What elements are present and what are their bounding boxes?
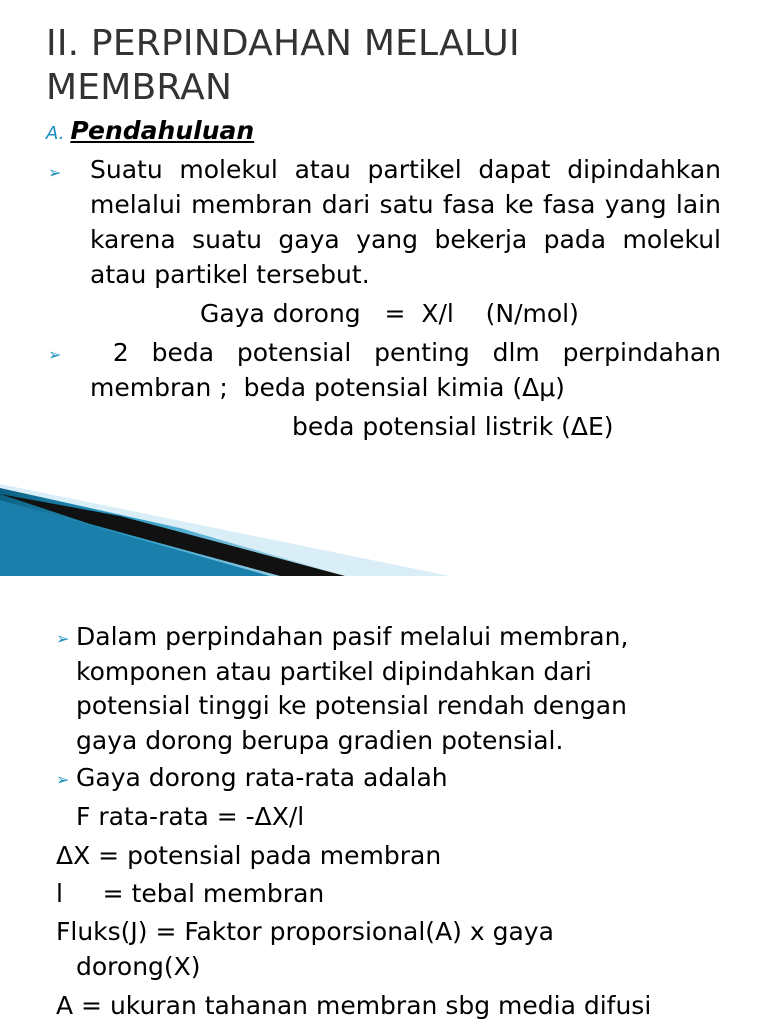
bullet-2-line-3: beda potensial listrik (ΔE) [292, 412, 614, 441]
formula-line: Gaya dorong = X/l (N/mol) [200, 299, 579, 328]
decorative-wave [0, 476, 768, 576]
slide-2 [0, 576, 768, 1024]
slide-2-line-8: l = tebal membran [56, 879, 325, 908]
slide-2-line-9: Fluks(J) = Faktor proporsional(A) x gaya [56, 917, 554, 946]
slide-2-line-11: A = ukuran tahanan membran sbg media difusi [56, 991, 652, 1020]
slide-2-line-6: F rata-rata = -ΔX/l [76, 802, 305, 831]
slide-2-line-1: Dalam perpindahan pasif melalui membran, [76, 622, 629, 651]
slide-2-line-5: Gaya dorong rata-rata adalah [76, 763, 448, 792]
bullet-2-line-2: membran ; beda potensial kimia (Δμ) [90, 373, 565, 402]
bullet-arrow-icon: ➢ [56, 770, 70, 789]
bullet-1-text: Suatu molekul atau partikel dapat dipindahkan melalui membran dari satu fasa ke fasa yang lain karena suatu gaya yang bekerja pada molekul atau partikel tersebut. [90, 155, 721, 289]
bullet-arrow-icon: ➢ [48, 163, 62, 182]
section-heading [46, 114, 254, 151]
slide-2-line-4: gaya dorong berupa gradien potensial. [76, 726, 564, 755]
bullet-arrow-icon: ➢ [48, 345, 62, 364]
slide-2-line-2: komponen atau partikel dipindahkan dari [76, 657, 592, 686]
section-letter: A. [46, 123, 65, 144]
slide-2-line-7: ΔX = potensial pada membran [56, 841, 442, 870]
slide-title [46, 22, 520, 110]
slide-2-line-10: dorong(X) [76, 952, 201, 981]
bullet-2-line-1: 2 beda potensial penting dlm perpindahan [90, 338, 721, 367]
bullet-arrow-icon: ➢ [56, 629, 70, 648]
slide-title-line-2: MEMBRAN [46, 67, 233, 108]
section-title: Pendahuluan [70, 116, 255, 145]
slide-2-line-3: potensial tinggi ke potensial rendah dengan [76, 691, 627, 720]
slide-title-line-1: II. PERPINDAHAN MELALUI [46, 23, 520, 64]
